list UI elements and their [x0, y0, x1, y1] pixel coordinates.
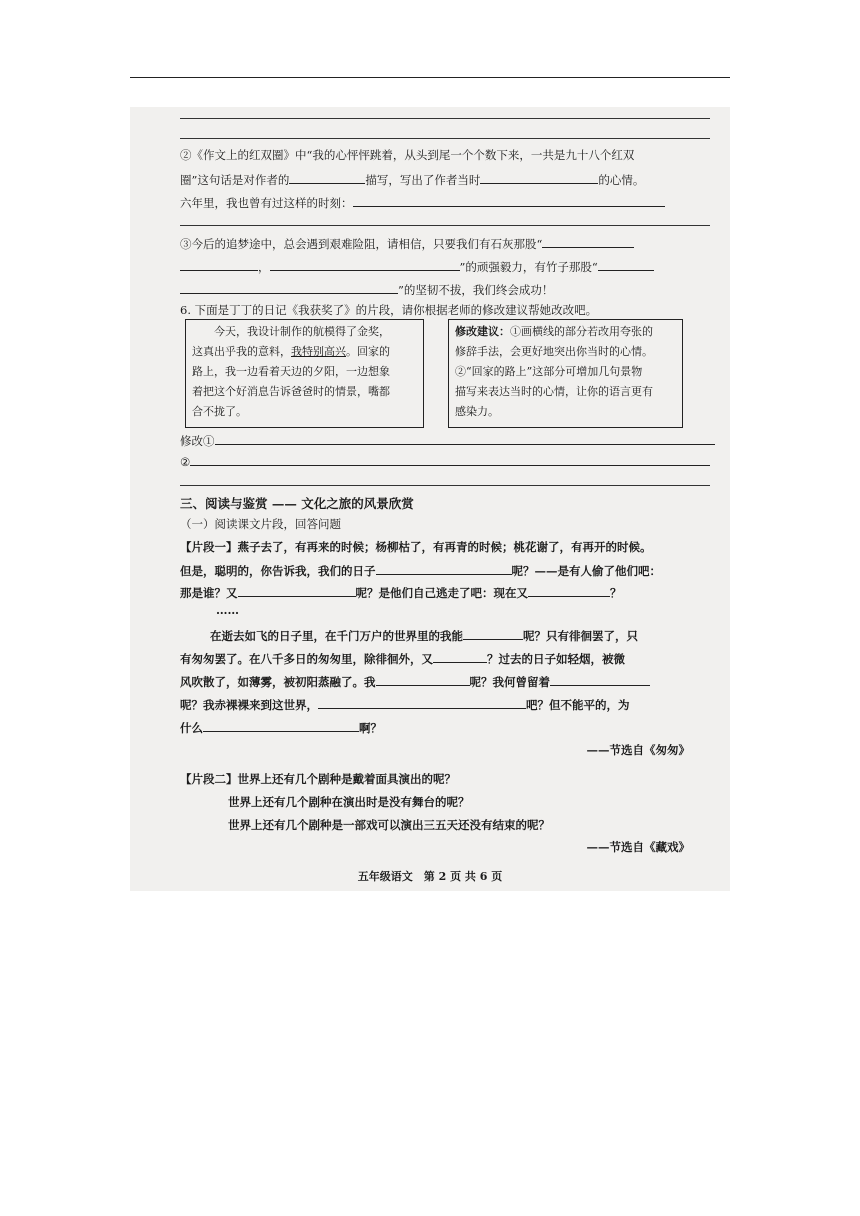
blank[interactable]: [542, 235, 634, 248]
frag1-p2-line5: 什么 啊？: [180, 721, 382, 735]
blank[interactable]: [270, 258, 460, 271]
frag2-line3: 世界上还有几个剧种是一部戏可以演出三五天还没有结束的呢？: [228, 818, 550, 832]
section-subtitle: （一）阅读课文片段，回答问题: [180, 517, 341, 531]
blank[interactable]: [203, 719, 359, 732]
frag1-p2-line1: 在逝去如飞的日子里，在千门万户的世界里的我能 呢？只有徘徊罢了，只: [210, 629, 638, 643]
page-footer: 五年级语文 第 2 页 共 6 页: [357, 870, 503, 883]
answer-line: [180, 138, 710, 139]
blank[interactable]: [190, 453, 710, 466]
exam-page-photo: [130, 107, 730, 891]
blank[interactable]: [215, 432, 715, 445]
blank[interactable]: [376, 562, 512, 575]
q6-title: 6. 下面是丁丁的日记《我获奖了》的片段，请你根据老师的修改建议帮她改改吧。: [180, 303, 598, 317]
q5-item3-line3: ”的坚韧不拔，我们终会成功！: [180, 281, 553, 298]
frag1-p2-line4: 呢？我赤裸裸来到这世界， 吧？但不能平的，为: [180, 698, 630, 712]
frag2-line1: 【片段二】世界上还有几个剧种是戴着面具演出的呢？: [180, 772, 456, 786]
blank[interactable]: [238, 584, 356, 597]
q5-item2-line1: ②《作文上的红双圈》中“我的心怦怦跳着，从头到尾一个个数下来，一共是九十八个红双: [180, 148, 635, 162]
diary-line: 路上，我一边看着天边的夕阳，一边想象: [192, 365, 390, 378]
frag1-p2-line3: 风吹散了，如薄雾，被初阳蒸融了。我 呢？我何曾留着: [180, 673, 650, 690]
diary-text: [192, 322, 420, 422]
frag1-p2-line2: 有匆匆罢了。在八千多日的匆匆里，除徘徊外，又 ？过去的日子如轻烟，被微: [180, 652, 625, 666]
section-title: 三、阅读与鉴赏 —— 文化之旅的风景欣赏: [180, 496, 414, 511]
advice-line: 修改建议：①画横线的部分若改用夸张的: [455, 325, 653, 338]
frag1-ellipsis: ……: [216, 603, 239, 617]
blank[interactable]: [353, 194, 665, 207]
diary-line: 这真出乎我的意料，我特别高兴。回家的: [192, 345, 390, 358]
frag1-source: ——节选自《匆匆》: [586, 743, 690, 757]
blank[interactable]: [598, 258, 654, 271]
advice-text: [455, 322, 679, 422]
blank[interactable]: [180, 258, 258, 271]
answer-line: [180, 118, 710, 119]
blank[interactable]: [376, 673, 470, 686]
page-top-rule: [130, 77, 730, 78]
frag1-line1: 【片段一】燕子去了，有再来的时候；杨柳枯了，有再青的时候；桃花谢了，有再开的时候。: [180, 540, 652, 554]
answer-line: [180, 225, 710, 226]
diary-line: 今天，我设计制作的航模得了金奖，: [214, 325, 390, 338]
underlined-phrase: 我特别高兴: [291, 345, 346, 358]
answer-line: [180, 485, 710, 486]
diary-line: 着把这个好消息告诉爸爸时的情景，嘴都: [192, 385, 390, 398]
advice-line: 感染力。: [455, 405, 499, 418]
revise-1: 修改①: [180, 432, 715, 449]
advice-line: 修辞手法，会更好地突出你当时的心情。: [455, 345, 653, 358]
blank[interactable]: [480, 171, 598, 184]
blank[interactable]: [289, 171, 365, 184]
frag2-source: ——节选自《藏戏》: [586, 840, 690, 854]
blank[interactable]: [463, 627, 523, 640]
blank[interactable]: [318, 696, 526, 709]
q5-item3-line2: ， ”的顽强毅力，有竹子那股“: [180, 258, 654, 275]
advice-line: ②“回家的路上”这部分可增加几句景物: [455, 365, 643, 378]
blank[interactable]: [433, 650, 487, 663]
q5-item2-line2: 圈”这句话是对作者的 描写，写出了作者当时 的心情。: [180, 173, 645, 187]
blank[interactable]: [180, 281, 398, 294]
frag1-line2: 但是，聪明的，你告诉我，我们的日子 呢？——是有人偷了他们吧：: [180, 564, 661, 578]
frag2-line2: 世界上还有几个剧种在演出时是没有舞台的呢？: [228, 795, 470, 809]
q5-item2-line3: 六年里，我也曾有过这样的时刻：: [180, 194, 665, 211]
frag1-line3: 那是谁？又 呢？是他们自己逃走了吧：现在又 ？: [180, 586, 622, 600]
blank[interactable]: [550, 673, 650, 686]
q5-item3-line1: ③今后的追梦途中，总会遇到艰难险阻，请相信，只要我们有石灰那股“: [180, 235, 634, 252]
blank[interactable]: [528, 584, 610, 597]
advice-line: 描写来表达当时的心情，让你的语言更有: [455, 385, 653, 398]
revise-2: ②: [180, 453, 710, 470]
diary-line: 合不拢了。: [192, 405, 247, 418]
